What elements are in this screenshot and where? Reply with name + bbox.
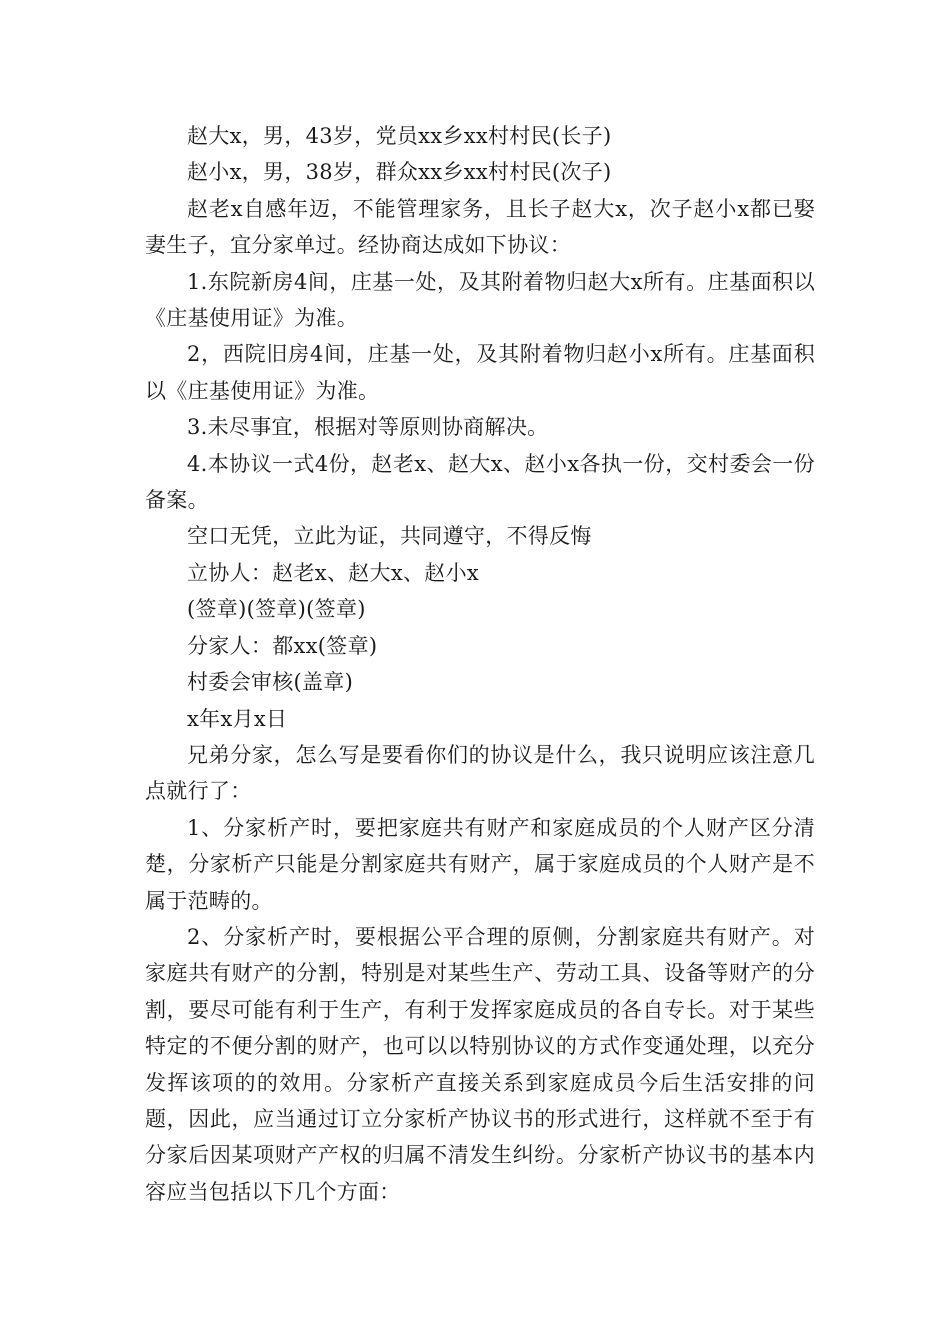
member-second-son: 赵小x，男，38岁，群众xx乡xx村村民(次子) bbox=[187, 160, 612, 185]
member-eldest-son: 赵大x，男，43岁，党员xx乡xx村村民(长子) bbox=[187, 124, 612, 148]
advice-point-2: 2、分家析产时，要根据公平合理的原侧，分割家庭共有财产。对家庭共有财产的分割，特别是对某些生产、劳动工具、设备等财产的分割，要尽可能有利于生产，有利于发挥家庭成员的各自专长。对于某些特定的不便分割的财产，也可以以特别协议的方式作变通处理，以充分发挥该项的的效用。分家析产直接关系到家庭成员今后生活安排的问题，因此，应当通过订立分家析产协议书的形式进行，这样就不至于有分家后因某项财产产权的归属不清发生纠纷。分家析产协议书的基本内容应当包括以下几个方面： bbox=[145, 924, 815, 1204]
date-line: x年x月x日 bbox=[187, 706, 288, 731]
agreement-preamble: 赵老x自感年迈，不能管理家务，且长子赵大x，次子赵小x都已娶妻生子，宜分家单过。经协商达成如下协议： bbox=[145, 196, 815, 258]
village-review-line: 村委会审核(盖章) bbox=[187, 670, 354, 695]
clause-2: 2，西院旧房4间，庄基一处，及其附着物归赵小x所有。庄基面积以《庄基使用证》为准。 bbox=[145, 342, 815, 403]
signatories-line: 立协人：赵老x、赵大x、赵小x bbox=[187, 560, 480, 585]
signature-placeholders: (签章)(签章)(签章) bbox=[187, 597, 366, 622]
advice-point-1: 1、分家析产时，要把家庭共有财产和家庭成员的个人财产区分清楚，分家析产只能是分割家庭共有财产，属于家庭成员的个人财产是不属于范畴的。 bbox=[145, 815, 815, 913]
closing-statement: 空口无凭，立此为证，共同遵守，不得反悔 bbox=[187, 524, 592, 549]
clause-4: 4.本协议一式4份，赵老x、赵大x、赵小x各执一份，交村委会一份备案。 bbox=[145, 451, 815, 513]
divider-party-line: 分家人：都xx(签章) bbox=[187, 633, 378, 658]
advice-intro: 兄弟分家，怎么写是要看你们的协议是什么，我只说明应该注意几点就行了： bbox=[145, 742, 815, 804]
clause-3: 3.未尽事宜，根据对等原则协商解决。 bbox=[187, 415, 549, 440]
document-page bbox=[145, 118, 815, 1210]
clause-1: 1.东院新房4间，庄基一处，及其附着物归赵大x所有。庄基面积以《庄基使用证》为准。 bbox=[145, 269, 815, 331]
